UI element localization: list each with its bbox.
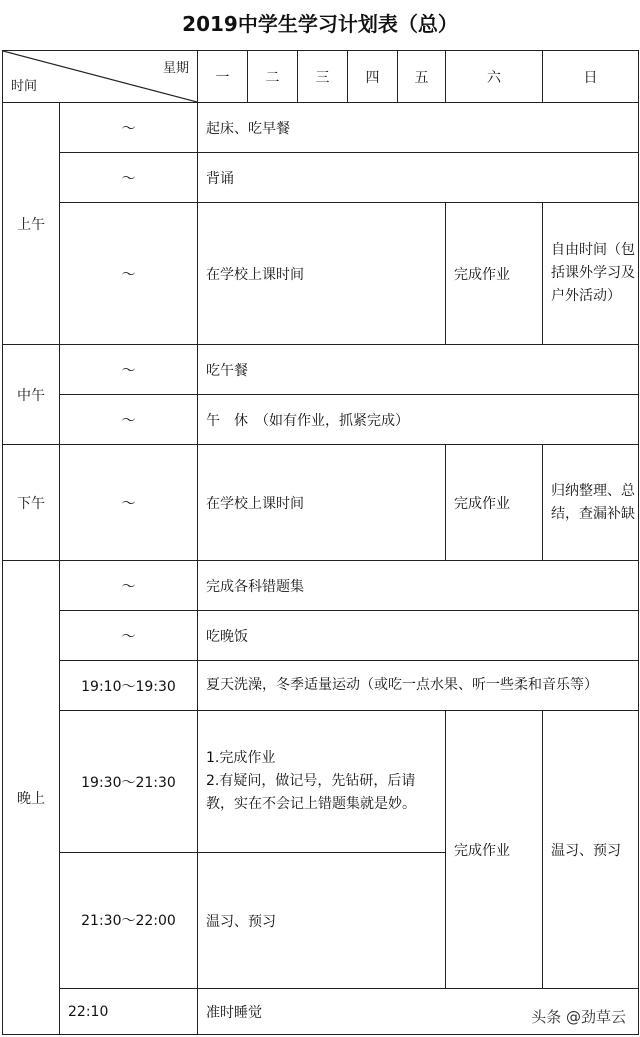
- day-header-wed: 三: [298, 51, 348, 103]
- weekday-activity-line-2: 2.有疑问，做记号，先钻研，后请教，实在不会记上错题集就是妙。: [206, 773, 416, 812]
- day-header-sat: 六: [446, 51, 543, 103]
- activity-cell: 夏天洗澡，冬季适量运动（或吃一点水果、听一些柔和音乐等）: [198, 661, 639, 711]
- time-cell: 21:30～22:00: [60, 853, 198, 989]
- day-header-fri: 五: [398, 51, 446, 103]
- time-cell: ～: [60, 561, 198, 611]
- period-evening: 晚上: [3, 561, 60, 1035]
- time-cell: ～: [60, 203, 198, 345]
- weekday-activity-cell: 温习、预习: [198, 853, 446, 989]
- time-cell: ～: [60, 345, 198, 395]
- time-cell: ～: [60, 395, 198, 445]
- sunday-activity-cell: 自由时间（包括课外学习及户外活动）: [543, 203, 639, 345]
- page-title: 2019中学生学习计划表（总）: [182, 12, 458, 36]
- time-cell: 19:30～21:30: [60, 711, 198, 853]
- activity-cell: 背诵: [198, 153, 639, 203]
- table-row: [3, 611, 639, 661]
- schedule-table: [2, 50, 639, 1035]
- sunday-activity-cell: 归纳整理、总结，查漏补缺: [543, 445, 639, 561]
- table-row: [3, 153, 639, 203]
- period-afternoon: 下午: [3, 445, 60, 561]
- weekday-activity-cell: 在学校上课时间: [198, 203, 446, 345]
- time-cell: ～: [60, 103, 198, 153]
- time-cell: 19:10～19:30: [60, 661, 198, 711]
- period-morning: 上午: [3, 103, 60, 345]
- activity-cell: 午 休 （如有作业，抓紧完成）: [198, 395, 639, 445]
- corner-weekday-label: 星期: [162, 61, 189, 76]
- corner-time-label: 时间: [11, 79, 38, 94]
- activity-cell: 完成各科错题集: [198, 561, 639, 611]
- weekday-activity-cell: [198, 711, 446, 853]
- table-row: [3, 445, 639, 561]
- sunday-activity-cell: 温习、预习: [543, 711, 639, 989]
- table-row: [3, 661, 639, 711]
- corner-cell: [3, 51, 198, 103]
- weekday-activity-cell: 在学校上课时间: [198, 445, 446, 561]
- table-row: [3, 711, 639, 853]
- table-row: [3, 203, 639, 345]
- saturday-activity-cell: 完成作业: [446, 203, 543, 345]
- saturday-activity-cell: 完成作业: [446, 445, 543, 561]
- time-cell: 22:10: [60, 989, 198, 1035]
- activity-cell: 准时睡觉: [198, 989, 639, 1035]
- time-cell: ～: [60, 153, 198, 203]
- activity-cell: 吃晚饭: [198, 611, 639, 661]
- time-cell: ～: [60, 611, 198, 661]
- day-header-thu: 四: [348, 51, 398, 103]
- saturday-activity-cell: 完成作业: [446, 711, 543, 989]
- day-header-mon: 一: [198, 51, 248, 103]
- activity-cell: 起床、吃早餐: [198, 103, 639, 153]
- table-row: [3, 345, 639, 395]
- time-cell: ～: [60, 445, 198, 561]
- table-row: [3, 395, 639, 445]
- activity-cell: 吃午餐: [198, 345, 639, 395]
- watermark: 头条 @劲草云: [531, 1008, 626, 1026]
- weekday-activity-line-1: 1.完成作业: [206, 750, 276, 766]
- day-header-sun: 日: [543, 51, 639, 103]
- table-row: [3, 103, 639, 153]
- table-row: [3, 561, 639, 611]
- header-row: [3, 51, 639, 103]
- day-header-tue: 二: [248, 51, 298, 103]
- period-noon: 中午: [3, 345, 60, 445]
